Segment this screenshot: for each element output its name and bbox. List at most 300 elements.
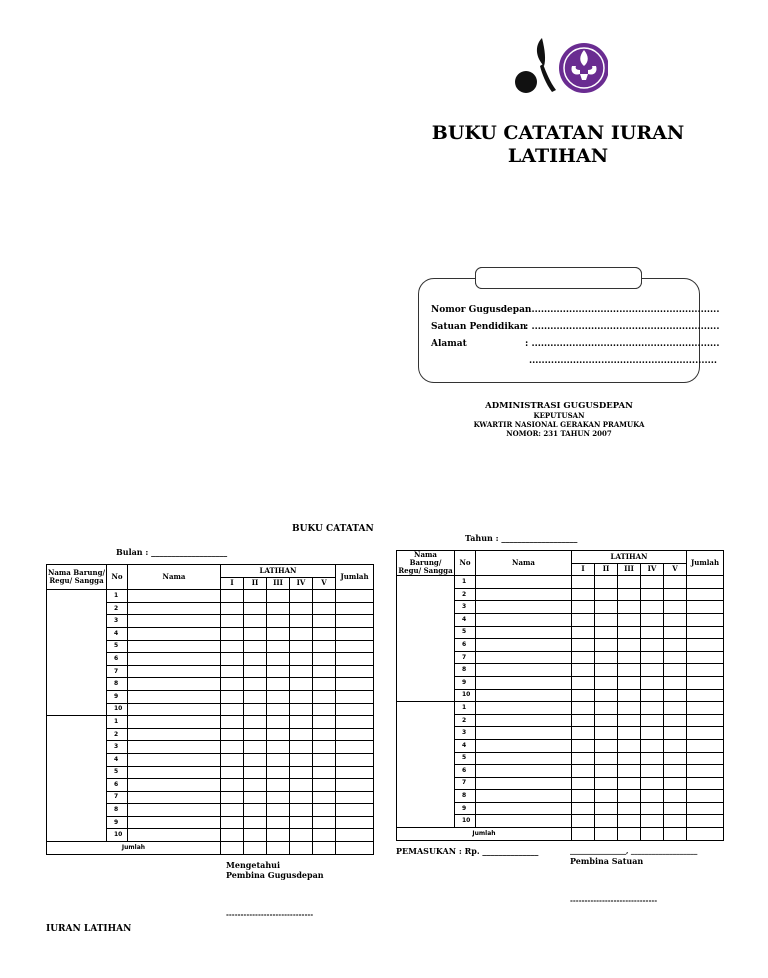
session-cell[interactable] bbox=[313, 753, 336, 766]
total-cell[interactable] bbox=[687, 790, 724, 803]
session-cell[interactable] bbox=[641, 815, 664, 828]
total-cell[interactable] bbox=[336, 627, 374, 640]
session-cell[interactable] bbox=[664, 790, 687, 803]
session-cell[interactable] bbox=[313, 816, 336, 829]
total-cell[interactable] bbox=[336, 703, 374, 716]
session-total-cell[interactable] bbox=[595, 828, 618, 841]
total-cell[interactable] bbox=[336, 753, 374, 766]
session-cell[interactable] bbox=[313, 716, 336, 729]
session-cell[interactable] bbox=[313, 640, 336, 653]
name-cell[interactable] bbox=[476, 777, 572, 790]
group-name-cell[interactable] bbox=[397, 576, 455, 702]
session-total-cell[interactable] bbox=[267, 842, 290, 855]
name-cell[interactable] bbox=[128, 602, 221, 615]
total-cell[interactable] bbox=[687, 777, 724, 790]
session-cell[interactable] bbox=[221, 678, 244, 691]
name-cell[interactable] bbox=[476, 651, 572, 664]
total-cell[interactable] bbox=[336, 653, 374, 666]
session-cell[interactable] bbox=[221, 716, 244, 729]
grand-total-cell[interactable] bbox=[336, 842, 374, 855]
session-cell[interactable] bbox=[595, 639, 618, 652]
session-cell[interactable] bbox=[221, 728, 244, 741]
session-cell[interactable] bbox=[572, 815, 595, 828]
session-cell[interactable] bbox=[290, 791, 313, 804]
total-cell[interactable] bbox=[687, 815, 724, 828]
session-total-cell[interactable] bbox=[221, 842, 244, 855]
session-cell[interactable] bbox=[313, 590, 336, 603]
session-cell[interactable] bbox=[221, 627, 244, 640]
session-cell[interactable] bbox=[572, 727, 595, 740]
session-cell[interactable] bbox=[267, 615, 290, 628]
total-cell[interactable] bbox=[687, 676, 724, 689]
session-cell[interactable] bbox=[244, 791, 267, 804]
session-cell[interactable] bbox=[618, 601, 641, 614]
session-cell[interactable] bbox=[244, 590, 267, 603]
session-cell[interactable] bbox=[664, 777, 687, 790]
session-cell[interactable] bbox=[664, 727, 687, 740]
session-cell[interactable] bbox=[664, 601, 687, 614]
session-cell[interactable] bbox=[313, 653, 336, 666]
name-cell[interactable] bbox=[128, 590, 221, 603]
session-cell[interactable] bbox=[641, 601, 664, 614]
session-cell[interactable] bbox=[244, 678, 267, 691]
session-cell[interactable] bbox=[290, 640, 313, 653]
session-cell[interactable] bbox=[595, 790, 618, 803]
session-cell[interactable] bbox=[664, 664, 687, 677]
session-cell[interactable] bbox=[618, 714, 641, 727]
session-cell[interactable] bbox=[313, 766, 336, 779]
session-cell[interactable] bbox=[595, 752, 618, 765]
session-cell[interactable] bbox=[641, 588, 664, 601]
session-cell[interactable] bbox=[244, 703, 267, 716]
total-cell[interactable] bbox=[687, 739, 724, 752]
session-cell[interactable] bbox=[244, 665, 267, 678]
bulan-field[interactable]: Bulan : ___________________ bbox=[116, 547, 228, 557]
session-cell[interactable] bbox=[244, 779, 267, 792]
session-cell[interactable] bbox=[290, 678, 313, 691]
session-cell[interactable] bbox=[641, 576, 664, 589]
session-cell[interactable] bbox=[572, 739, 595, 752]
session-cell[interactable] bbox=[572, 613, 595, 626]
session-cell[interactable] bbox=[290, 615, 313, 628]
session-cell[interactable] bbox=[221, 804, 244, 817]
session-cell[interactable] bbox=[244, 741, 267, 754]
total-cell[interactable] bbox=[687, 664, 724, 677]
session-cell[interactable] bbox=[595, 727, 618, 740]
session-cell[interactable] bbox=[244, 816, 267, 829]
total-cell[interactable] bbox=[687, 626, 724, 639]
session-cell[interactable] bbox=[244, 804, 267, 817]
total-cell[interactable] bbox=[336, 791, 374, 804]
session-cell[interactable] bbox=[618, 777, 641, 790]
session-cell[interactable] bbox=[641, 714, 664, 727]
session-cell[interactable] bbox=[267, 678, 290, 691]
session-cell[interactable] bbox=[267, 665, 290, 678]
session-cell[interactable] bbox=[290, 627, 313, 640]
name-cell[interactable] bbox=[476, 576, 572, 589]
grand-total-cell[interactable] bbox=[687, 828, 724, 841]
session-cell[interactable] bbox=[572, 626, 595, 639]
session-total-cell[interactable] bbox=[641, 828, 664, 841]
session-cell[interactable] bbox=[290, 590, 313, 603]
session-cell[interactable] bbox=[267, 728, 290, 741]
session-cell[interactable] bbox=[664, 613, 687, 626]
session-cell[interactable] bbox=[221, 741, 244, 754]
total-cell[interactable] bbox=[687, 689, 724, 702]
total-cell[interactable] bbox=[336, 766, 374, 779]
session-cell[interactable] bbox=[618, 790, 641, 803]
session-cell[interactable] bbox=[290, 816, 313, 829]
session-cell[interactable] bbox=[313, 779, 336, 792]
session-cell[interactable] bbox=[221, 615, 244, 628]
session-cell[interactable] bbox=[267, 690, 290, 703]
session-cell[interactable] bbox=[664, 815, 687, 828]
session-cell[interactable] bbox=[595, 739, 618, 752]
group-name-cell[interactable] bbox=[397, 702, 455, 828]
session-cell[interactable] bbox=[641, 676, 664, 689]
right-date-line[interactable]: ________________, ___________________ bbox=[570, 846, 698, 855]
session-cell[interactable] bbox=[618, 576, 641, 589]
session-cell[interactable] bbox=[595, 702, 618, 715]
name-cell[interactable] bbox=[476, 727, 572, 740]
total-cell[interactable] bbox=[687, 613, 724, 626]
session-cell[interactable] bbox=[572, 752, 595, 765]
session-cell[interactable] bbox=[664, 752, 687, 765]
session-cell[interactable] bbox=[244, 653, 267, 666]
session-cell[interactable] bbox=[572, 601, 595, 614]
session-cell[interactable] bbox=[267, 791, 290, 804]
session-cell[interactable] bbox=[267, 804, 290, 817]
session-cell[interactable] bbox=[221, 590, 244, 603]
session-cell[interactable] bbox=[572, 714, 595, 727]
total-cell[interactable] bbox=[336, 829, 374, 842]
session-cell[interactable] bbox=[313, 804, 336, 817]
session-cell[interactable] bbox=[267, 602, 290, 615]
name-cell[interactable] bbox=[128, 804, 221, 817]
session-cell[interactable] bbox=[244, 728, 267, 741]
session-cell[interactable] bbox=[221, 816, 244, 829]
session-cell[interactable] bbox=[595, 664, 618, 677]
name-cell[interactable] bbox=[476, 689, 572, 702]
total-cell[interactable] bbox=[687, 802, 724, 815]
total-cell[interactable] bbox=[687, 639, 724, 652]
session-cell[interactable] bbox=[664, 576, 687, 589]
session-cell[interactable] bbox=[244, 829, 267, 842]
session-cell[interactable] bbox=[290, 829, 313, 842]
session-cell[interactable] bbox=[664, 702, 687, 715]
session-cell[interactable] bbox=[595, 802, 618, 815]
session-cell[interactable] bbox=[572, 588, 595, 601]
session-cell[interactable] bbox=[641, 626, 664, 639]
name-cell[interactable] bbox=[128, 816, 221, 829]
session-cell[interactable] bbox=[267, 753, 290, 766]
session-cell[interactable] bbox=[267, 829, 290, 842]
session-cell[interactable] bbox=[290, 753, 313, 766]
session-cell[interactable] bbox=[244, 627, 267, 640]
session-cell[interactable] bbox=[641, 639, 664, 652]
session-cell[interactable] bbox=[664, 651, 687, 664]
session-cell[interactable] bbox=[595, 777, 618, 790]
session-cell[interactable] bbox=[290, 703, 313, 716]
name-cell[interactable] bbox=[128, 690, 221, 703]
session-cell[interactable] bbox=[290, 690, 313, 703]
name-cell[interactable] bbox=[128, 829, 221, 842]
session-cell[interactable] bbox=[267, 816, 290, 829]
name-cell[interactable] bbox=[476, 601, 572, 614]
session-cell[interactable] bbox=[572, 664, 595, 677]
session-cell[interactable] bbox=[313, 728, 336, 741]
session-cell[interactable] bbox=[290, 653, 313, 666]
session-cell[interactable] bbox=[641, 777, 664, 790]
session-cell[interactable] bbox=[664, 639, 687, 652]
session-total-cell[interactable] bbox=[618, 828, 641, 841]
name-cell[interactable] bbox=[128, 779, 221, 792]
session-cell[interactable] bbox=[244, 716, 267, 729]
session-cell[interactable] bbox=[572, 676, 595, 689]
total-cell[interactable] bbox=[687, 765, 724, 778]
name-cell[interactable] bbox=[476, 765, 572, 778]
session-cell[interactable] bbox=[664, 765, 687, 778]
total-cell[interactable] bbox=[687, 601, 724, 614]
session-cell[interactable] bbox=[641, 765, 664, 778]
session-cell[interactable] bbox=[313, 627, 336, 640]
session-cell[interactable] bbox=[290, 766, 313, 779]
session-cell[interactable] bbox=[290, 716, 313, 729]
session-cell[interactable] bbox=[618, 651, 641, 664]
session-cell[interactable] bbox=[267, 640, 290, 653]
session-cell[interactable] bbox=[572, 651, 595, 664]
session-cell[interactable] bbox=[572, 777, 595, 790]
total-cell[interactable] bbox=[336, 741, 374, 754]
session-cell[interactable] bbox=[267, 766, 290, 779]
session-cell[interactable] bbox=[618, 639, 641, 652]
session-cell[interactable] bbox=[244, 766, 267, 779]
session-cell[interactable] bbox=[221, 690, 244, 703]
name-cell[interactable] bbox=[476, 802, 572, 815]
session-cell[interactable] bbox=[595, 651, 618, 664]
session-cell[interactable] bbox=[641, 651, 664, 664]
session-cell[interactable] bbox=[221, 665, 244, 678]
session-total-cell[interactable] bbox=[664, 828, 687, 841]
session-cell[interactable] bbox=[664, 739, 687, 752]
name-cell[interactable] bbox=[128, 791, 221, 804]
name-cell[interactable] bbox=[128, 766, 221, 779]
session-cell[interactable] bbox=[664, 626, 687, 639]
total-cell[interactable] bbox=[687, 714, 724, 727]
name-cell[interactable] bbox=[476, 588, 572, 601]
session-cell[interactable] bbox=[618, 815, 641, 828]
session-cell[interactable] bbox=[290, 741, 313, 754]
name-cell[interactable] bbox=[476, 613, 572, 626]
session-cell[interactable] bbox=[290, 804, 313, 817]
session-cell[interactable] bbox=[290, 665, 313, 678]
session-cell[interactable] bbox=[313, 678, 336, 691]
session-cell[interactable] bbox=[572, 639, 595, 652]
session-cell[interactable] bbox=[244, 690, 267, 703]
name-cell[interactable] bbox=[476, 714, 572, 727]
session-total-cell[interactable] bbox=[572, 828, 595, 841]
session-cell[interactable] bbox=[267, 627, 290, 640]
session-cell[interactable] bbox=[572, 790, 595, 803]
session-cell[interactable] bbox=[618, 613, 641, 626]
total-cell[interactable] bbox=[336, 678, 374, 691]
session-cell[interactable] bbox=[641, 727, 664, 740]
name-cell[interactable] bbox=[128, 653, 221, 666]
session-cell[interactable] bbox=[572, 702, 595, 715]
session-cell[interactable] bbox=[641, 790, 664, 803]
total-cell[interactable] bbox=[336, 716, 374, 729]
session-cell[interactable] bbox=[313, 791, 336, 804]
total-cell[interactable] bbox=[336, 816, 374, 829]
total-cell[interactable] bbox=[336, 640, 374, 653]
session-cell[interactable] bbox=[618, 588, 641, 601]
session-cell[interactable] bbox=[290, 779, 313, 792]
name-cell[interactable] bbox=[476, 790, 572, 803]
total-cell[interactable] bbox=[336, 804, 374, 817]
session-cell[interactable] bbox=[221, 791, 244, 804]
session-cell[interactable] bbox=[641, 664, 664, 677]
group-name-cell[interactable] bbox=[47, 716, 107, 842]
session-cell[interactable] bbox=[595, 815, 618, 828]
name-cell[interactable] bbox=[476, 626, 572, 639]
total-cell[interactable] bbox=[336, 728, 374, 741]
name-cell[interactable] bbox=[128, 753, 221, 766]
total-cell[interactable] bbox=[336, 590, 374, 603]
session-cell[interactable] bbox=[595, 765, 618, 778]
name-cell[interactable] bbox=[476, 739, 572, 752]
session-total-cell[interactable] bbox=[290, 842, 313, 855]
session-total-cell[interactable] bbox=[313, 842, 336, 855]
session-cell[interactable] bbox=[572, 689, 595, 702]
name-cell[interactable] bbox=[476, 752, 572, 765]
total-cell[interactable] bbox=[687, 752, 724, 765]
session-cell[interactable] bbox=[618, 626, 641, 639]
session-cell[interactable] bbox=[595, 626, 618, 639]
session-cell[interactable] bbox=[664, 714, 687, 727]
session-cell[interactable] bbox=[313, 615, 336, 628]
session-cell[interactable] bbox=[618, 802, 641, 815]
session-cell[interactable] bbox=[641, 752, 664, 765]
total-cell[interactable] bbox=[687, 651, 724, 664]
name-cell[interactable] bbox=[128, 728, 221, 741]
session-cell[interactable] bbox=[618, 739, 641, 752]
total-cell[interactable] bbox=[336, 690, 374, 703]
session-cell[interactable] bbox=[290, 728, 313, 741]
session-cell[interactable] bbox=[664, 802, 687, 815]
total-cell[interactable] bbox=[336, 615, 374, 628]
session-cell[interactable] bbox=[572, 765, 595, 778]
session-cell[interactable] bbox=[267, 590, 290, 603]
session-cell[interactable] bbox=[595, 588, 618, 601]
name-cell[interactable] bbox=[476, 702, 572, 715]
session-cell[interactable] bbox=[664, 588, 687, 601]
name-cell[interactable] bbox=[128, 703, 221, 716]
session-cell[interactable] bbox=[618, 676, 641, 689]
session-cell[interactable] bbox=[618, 765, 641, 778]
session-cell[interactable] bbox=[595, 613, 618, 626]
total-cell[interactable] bbox=[687, 576, 724, 589]
session-cell[interactable] bbox=[267, 716, 290, 729]
name-cell[interactable] bbox=[476, 676, 572, 689]
session-cell[interactable] bbox=[313, 703, 336, 716]
session-cell[interactable] bbox=[641, 702, 664, 715]
session-cell[interactable] bbox=[595, 576, 618, 589]
session-cell[interactable] bbox=[641, 802, 664, 815]
total-cell[interactable] bbox=[687, 702, 724, 715]
tahun-field[interactable]: Tahun : ___________________ bbox=[465, 533, 578, 543]
session-cell[interactable] bbox=[221, 653, 244, 666]
group-name-cell[interactable] bbox=[47, 590, 107, 716]
session-cell[interactable] bbox=[595, 689, 618, 702]
name-cell[interactable] bbox=[476, 639, 572, 652]
session-cell[interactable] bbox=[244, 602, 267, 615]
session-cell[interactable] bbox=[244, 615, 267, 628]
total-cell[interactable] bbox=[336, 665, 374, 678]
session-cell[interactable] bbox=[267, 741, 290, 754]
session-cell[interactable] bbox=[618, 689, 641, 702]
session-cell[interactable] bbox=[244, 753, 267, 766]
session-cell[interactable] bbox=[595, 714, 618, 727]
name-cell[interactable] bbox=[128, 716, 221, 729]
session-cell[interactable] bbox=[618, 752, 641, 765]
name-cell[interactable] bbox=[128, 627, 221, 640]
session-cell[interactable] bbox=[221, 766, 244, 779]
session-cell[interactable] bbox=[572, 802, 595, 815]
session-cell[interactable] bbox=[641, 689, 664, 702]
session-cell[interactable] bbox=[618, 702, 641, 715]
total-cell[interactable] bbox=[336, 602, 374, 615]
session-cell[interactable] bbox=[664, 676, 687, 689]
session-cell[interactable] bbox=[267, 703, 290, 716]
name-cell[interactable] bbox=[128, 678, 221, 691]
session-cell[interactable] bbox=[267, 653, 290, 666]
session-cell[interactable] bbox=[221, 602, 244, 615]
name-cell[interactable] bbox=[128, 741, 221, 754]
session-cell[interactable] bbox=[313, 690, 336, 703]
session-cell[interactable] bbox=[244, 640, 267, 653]
session-cell[interactable] bbox=[618, 727, 641, 740]
session-cell[interactable] bbox=[595, 601, 618, 614]
session-cell[interactable] bbox=[221, 703, 244, 716]
session-cell[interactable] bbox=[664, 689, 687, 702]
session-cell[interactable] bbox=[221, 753, 244, 766]
session-cell[interactable] bbox=[313, 665, 336, 678]
session-total-cell[interactable] bbox=[244, 842, 267, 855]
session-cell[interactable] bbox=[221, 640, 244, 653]
name-cell[interactable] bbox=[476, 815, 572, 828]
session-cell[interactable] bbox=[290, 602, 313, 615]
session-cell[interactable] bbox=[313, 602, 336, 615]
total-cell[interactable] bbox=[687, 727, 724, 740]
session-cell[interactable] bbox=[267, 779, 290, 792]
pemasukan-field[interactable]: PEMASUKAN : Rp. ______________ bbox=[396, 846, 539, 856]
session-cell[interactable] bbox=[618, 664, 641, 677]
name-cell[interactable] bbox=[476, 664, 572, 677]
name-cell[interactable] bbox=[128, 640, 221, 653]
session-cell[interactable] bbox=[572, 576, 595, 589]
session-cell[interactable] bbox=[641, 739, 664, 752]
session-cell[interactable] bbox=[313, 741, 336, 754]
session-cell[interactable] bbox=[641, 613, 664, 626]
total-cell[interactable] bbox=[687, 588, 724, 601]
session-cell[interactable] bbox=[221, 779, 244, 792]
session-cell[interactable] bbox=[313, 829, 336, 842]
name-cell[interactable] bbox=[128, 615, 221, 628]
total-cell[interactable] bbox=[336, 779, 374, 792]
name-cell[interactable] bbox=[128, 665, 221, 678]
session-cell[interactable] bbox=[221, 829, 244, 842]
session-cell[interactable] bbox=[595, 676, 618, 689]
